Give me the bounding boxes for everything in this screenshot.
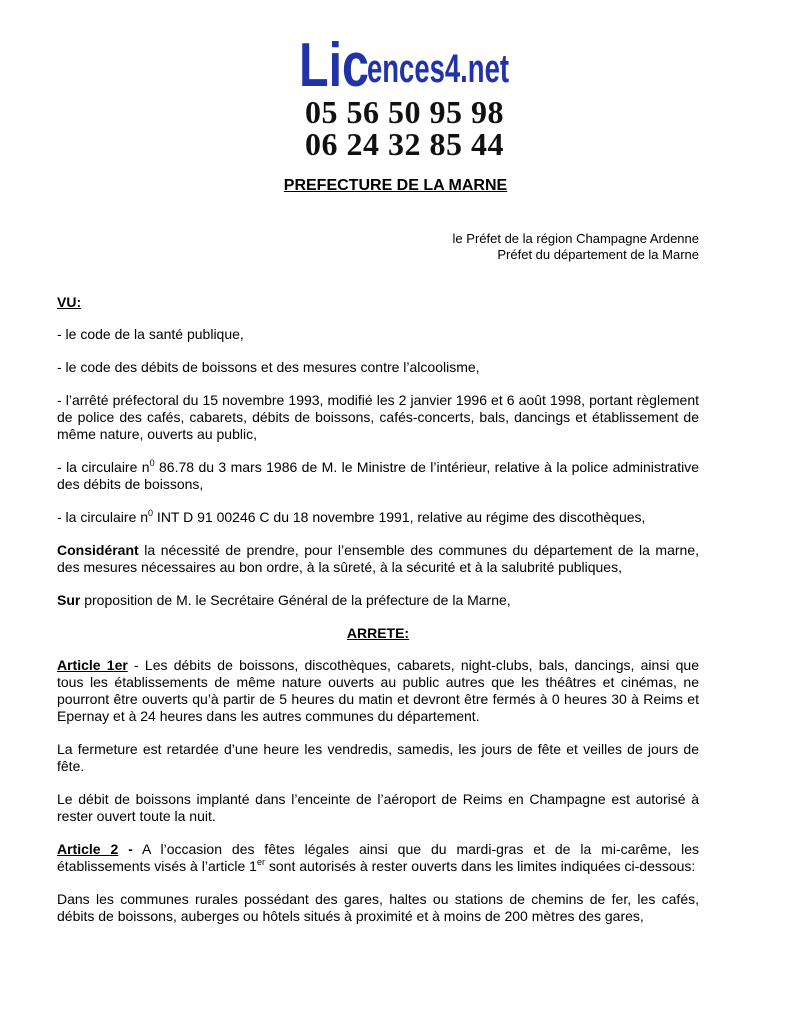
article-1-paragraph bbox=[57, 657, 699, 725]
vu-item-code-debits: - le code des débits de boissons et des mesures contre l’alcoolisme, bbox=[57, 359, 480, 375]
aeroport-paragraph: Le débit de boissons implanté dans l’enceinte de l’aéroport de Reims en Champagne est autorisé à rester ouvert toute la nuit. bbox=[57, 791, 699, 824]
vu-item-circulaire-1986 bbox=[57, 459, 699, 493]
vu-item-circulaire-1991-sup: 0 bbox=[148, 508, 154, 518]
vu-item-circulaire-1986-sup: 0 bbox=[149, 458, 155, 468]
fermeture-paragraph: La fermeture est retardée d’une heure les vendredis, samedis, les jours de fête et veilles de jours de fête. bbox=[57, 741, 699, 774]
signatory-line-2: Préfet du département de la Marne bbox=[497, 247, 699, 262]
article-1-text: - Les débits de boissons, discothèques, cabarets, night-clubs, bals, dancings, ainsi que tous les établissements de même nature ouverts au public autres que les théâtres et cinémas, ne pourront être ouverts qu’à partir de 5 heures du matin et devront être fermés à 0 heures 30 à Reims et Epernay et à 24 heures dans les autres communes du département. bbox=[57, 657, 700, 724]
article-2-sup: er bbox=[256, 857, 265, 867]
vu-item-circulaire-1986-prefix: - la circulaire n bbox=[57, 459, 150, 475]
logo-brand-initial: Lic bbox=[299, 31, 369, 100]
communes-rurales-paragraph: Dans les communes rurales possédant des gares, haltes ou stations de chemins de fer, les cafés, débits de boissons, auberges ou hôtels situés à proximité et à moins de 200 mètres des gares, bbox=[57, 891, 699, 924]
article-2-label: Article 2 bbox=[57, 841, 119, 857]
licences4-logo bbox=[275, 12, 515, 162]
signatory-block bbox=[453, 231, 699, 263]
sur-label: Sur bbox=[57, 592, 81, 608]
logo-phone-1: 05 56 50 95 98 bbox=[305, 94, 504, 130]
arrete-heading: ARRETE: bbox=[346, 625, 410, 641]
vu-item-circulaire-1986-text: 86.78 du 3 mars 1986 de M. le Ministre de l’intérieur, relative à la police administrative des débits de boissons, bbox=[57, 459, 699, 492]
article-2-text-a: A l’occasion des fêtes légales ainsi que du mardi-gras et de la mi-carême, les établissements visés à l’article 1 bbox=[57, 841, 699, 874]
logo-brand-mark bbox=[299, 12, 511, 104]
logo-phone-2: 06 24 32 85 44 bbox=[305, 126, 504, 162]
signatory-line-1: le Préfet de la région Champagne Ardenne bbox=[452, 231, 699, 246]
considerant-label: Considérant bbox=[57, 542, 139, 558]
vu-item-circulaire-1991-text: INT D 91 00246 C du 18 novembre 1991, relative au régime des discothèques, bbox=[153, 509, 646, 525]
considerant-paragraph bbox=[57, 542, 699, 576]
sur-paragraph bbox=[57, 592, 699, 609]
article-2-text-b: sont autorisés à rester ouverts dans les limites indiquées ci-dessous: bbox=[265, 858, 696, 874]
sur-text: proposition de M. le Secrétaire Général de la préfecture de la Marne, bbox=[80, 592, 511, 608]
vu-item-circulaire-1991-prefix: - la circulaire n bbox=[57, 509, 149, 525]
vu-item-circulaire-1991 bbox=[57, 509, 699, 526]
document-body bbox=[57, 294, 699, 941]
vu-item-code-sante: - le code de la santé publique, bbox=[57, 326, 244, 342]
article-2-paragraph bbox=[57, 841, 699, 875]
considerant-text: la nécessité de prendre, pour l’ensemble des communes du département de la marne, des mesures nécessaires au bon ordre, à la sûreté, à la sécurité et à la salubrité publiques, bbox=[57, 542, 699, 575]
document-title: PREFECTURE DE LA MARNE bbox=[283, 177, 508, 194]
article-1-label: Article 1er bbox=[57, 657, 128, 673]
vu-item-arrete-1993: - l’arrêté préfectoral du 15 novembre 1993, modifié les 2 janvier 1996 et 6 août 1998, portant règlement de police des cafés, cabarets, débits de boissons, cafés-concerts, bals, dancings et établissement de même nature, ouverts au public, bbox=[57, 392, 699, 442]
article-2-dash: - bbox=[118, 841, 133, 857]
logo-brand-rest: ences4.net bbox=[367, 47, 509, 91]
vu-heading: VU: bbox=[57, 294, 82, 310]
